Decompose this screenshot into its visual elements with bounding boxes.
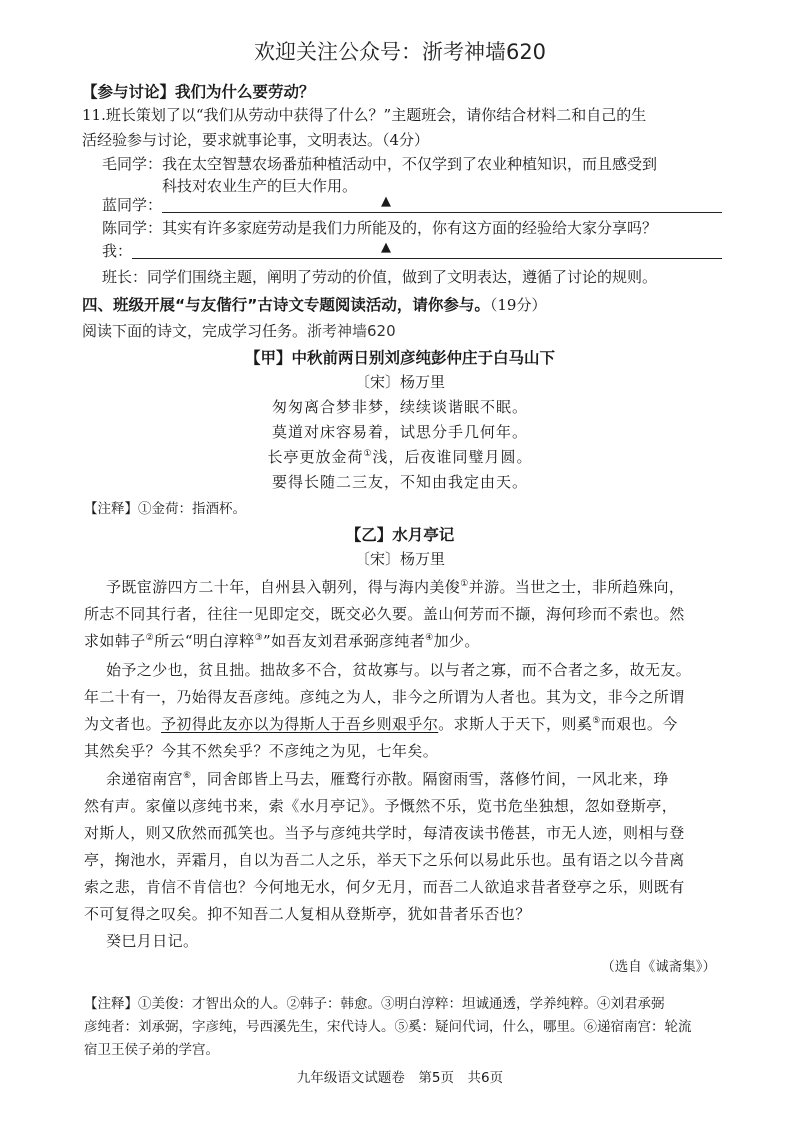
prose-p1-line2: 所志不同其行者，往往一见即定交，既交必久要。盖山何芳而不撷，海何珍而不索也。然 <box>84 605 685 623</box>
prose-note-line1: 【注释】①美俊：才智出众的人。②韩子：韩愈。③明白淳粹：坦诚通透，学养纯粹。④刘君承弼 <box>84 996 665 1012</box>
section4-heading: 四、班级开展“与友偕行”古诗文专题阅读活动，请你参与。 <box>82 296 490 314</box>
mao-statement-line2: 科技对农业生产的巨大作用。 <box>162 177 358 195</box>
poem-line-3: 长亭更放金荷①浅，后夜谁同璧月圆。 <box>267 448 533 466</box>
prose-p2-line3: 为文者也。予初得此友亦以为得斯人于吾乡则艰乎尔。求斯人于天下，则奚⑤而艰也。今 <box>84 715 678 733</box>
poem-line-4: 要得长随二三友，不知由我定由天。 <box>271 473 528 491</box>
me-answer-line[interactable] <box>132 258 722 259</box>
watermark-header: 欢迎关注公众号：浙考神墙620 <box>253 40 547 64</box>
monitor-statement: 班长：同学们围绕主题，阐明了劳动的价值，做到了文明表达，遵循了讨论的规则。 <box>102 268 658 286</box>
section4-heading-row <box>82 293 546 315</box>
prose-p1-line1: 予既宦游四方二十年，自州县入朝列，得与海内美俊①并游。当世之士，非所趋殊向， <box>106 578 685 596</box>
underlined-sentence: 予初得此友亦以为得斯人于吾乡则艰乎尔 <box>161 715 439 733</box>
question-11-line1: 11.班长策划了以“我们从劳动中获得了什么？”主题班会，请你结合材料二和自己的生 <box>82 106 647 124</box>
prose-p3-line5: 索之悲，肯信不肯信也？今何地无水，何夕无月，而吾二人欲追求昔者登亭之乐，则既有 <box>84 878 685 896</box>
prose-note-line3: 宿卫王侯子弟的学宫。 <box>84 1042 219 1058</box>
inline-watermark: 浙考神墙620 <box>307 322 396 340</box>
prose-p1-line3: 求如韩子②所云“明白淳粹③”如吾友刘君承弼彦纯者④加少。 <box>84 632 480 650</box>
mao-statement-line1: 毛同学：我在太空智慧农场番茄种植活动中，不仅学到了农业种植知识，而且感受到 <box>102 155 658 173</box>
prose-author: 〔宋〕杨万里 <box>354 550 445 568</box>
section4-score: （19分） <box>489 296 547 314</box>
prose-p3-line4: 亭，掬池水，弄霜月，自以为吾二人之乐，举天下之乐何以易此乐也。虽有语之以今昔离 <box>84 851 685 869</box>
prose-p2-line2: 年二十有一，乃始得友吾彦纯。彦纯之为人，非今之所谓为人者也。其为文，非今之所谓 <box>84 688 685 706</box>
poem-line-1: 匆匆离合梦非梦，续续谈谐眠不眠。 <box>271 398 528 416</box>
poem-title: 【甲】中秋前两日别刘彦纯彭仲庄于白马山下 <box>244 349 555 367</box>
prose-date: 癸巳月日记。 <box>106 932 199 950</box>
prose-p2-line4: 其然矣乎？今其不然矣乎？不彦纯之为见，七年矣。 <box>84 742 439 760</box>
section4-instruction-row <box>82 320 396 341</box>
discussion-heading: 【参与讨论】我们为什么要劳动？ <box>82 83 315 101</box>
lan-answer-line[interactable] <box>162 212 722 213</box>
page-footer: 九年级语文试题卷 第5页 共6页 <box>296 1070 504 1086</box>
prose-p3-line3: 对斯人，则又欣然而孤笑也。当予与彦纯共学时，每清夜读书倦甚，市无人迹，则相与登 <box>84 824 685 842</box>
poem-note: 【注释】①金荷：指酒杯。 <box>84 501 246 517</box>
prose-p2-line1: 始予之少也，贫且拙。拙故多不合，贫故寡与。以与者之寡，而不合者之多，故无友。 <box>106 661 692 679</box>
prose-source: （选自《诚斋集》） <box>601 959 716 975</box>
lan-label: 蓝同学： <box>102 196 163 214</box>
question-11-line2: 活经验参与讨论，要求就事论事，文明表达。（4分） <box>82 131 430 149</box>
prose-p3-line1: 余递宿南宫⑥，同舍郎皆上马去，雁鹜行亦散。隔窗雨雪，落修竹间，一风北来，琤 <box>106 770 669 788</box>
triangle-icon: ▲ <box>381 194 391 209</box>
prose-title: 【乙】水月亭记 <box>345 526 455 544</box>
prose-p3-line2: 然有声。家僮以彦纯书来，索《水月亭记》。予慨然不乐，览书危坐独想，忽如登斯亭， <box>84 797 678 815</box>
poem-author: 〔宋〕杨万里 <box>354 373 445 391</box>
poem-line-2: 莫道对床容易着，试思分手几何年。 <box>271 423 528 441</box>
prose-p3-line6: 不可复得之叹矣。抑不知吾二人复相从登斯亭，犹如昔者乐否也？ <box>84 905 531 923</box>
chen-statement: 陈同学：其实有许多家庭劳动是我们力所能及的，你有这方面的经验给大家分享吗？ <box>102 219 658 237</box>
section4-instruction: 阅读下面的诗文，完成学习任务。 <box>82 322 308 340</box>
prose-note-line2: 彦纯者：刘承弼，字彦纯，号西溪先生，宋代诗人。⑤奚：疑问代词，什么，哪里。⑥递宿南宫：轮流 <box>84 1019 692 1035</box>
me-label: 我： <box>102 242 133 260</box>
triangle-icon: ▲ <box>381 240 391 255</box>
